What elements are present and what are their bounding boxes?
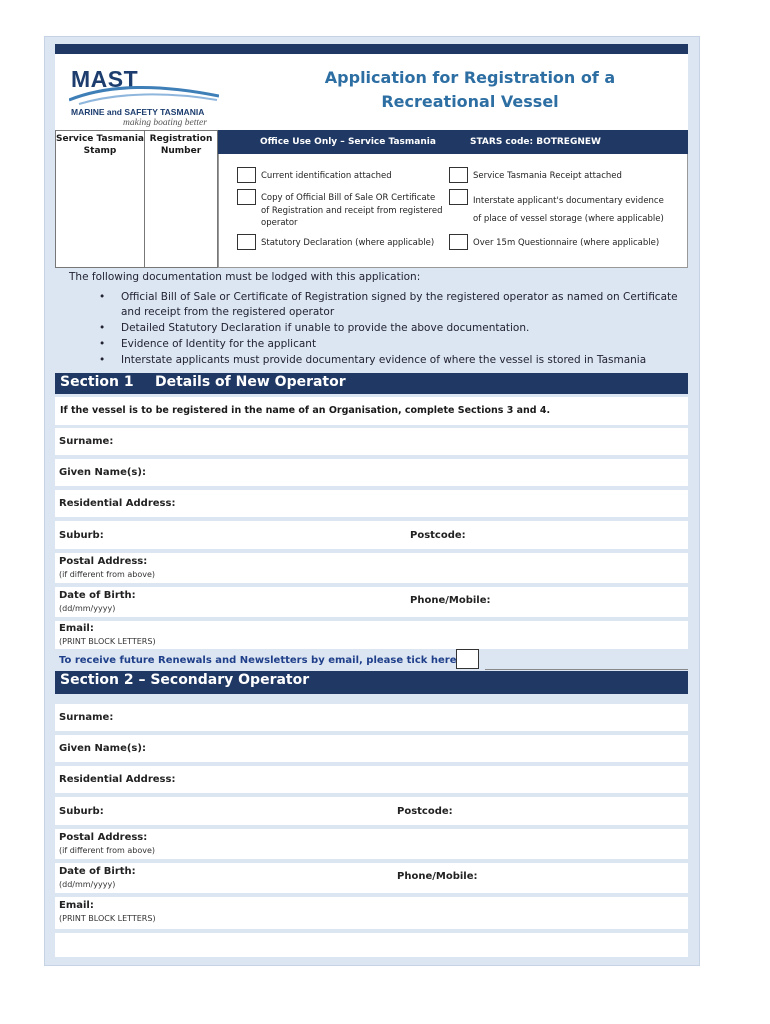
s1-email-hint: (PRINT BLOCK LETTERS) (59, 637, 156, 646)
s2-email-hint: (PRINT BLOCK LETTERS) (59, 914, 156, 923)
s1-postal-address-field[interactable] (55, 553, 688, 583)
s2-postcode-label: Postcode: (397, 806, 453, 817)
reg-label-2: Number (160, 146, 202, 156)
s2-given-names-label: Given Name(s): (59, 743, 146, 754)
checkbox-bill-of-sale[interactable] (237, 189, 256, 205)
section-1-number: Section 1 (60, 374, 134, 390)
office-use-header (218, 130, 688, 154)
s1-surname-field[interactable] (55, 428, 688, 455)
office-use-area (55, 130, 688, 268)
checkbox-statutory-declaration[interactable] (237, 234, 256, 250)
s2-postal-address-label: Postal Address: (59, 832, 148, 843)
s2-dob-hint: (dd/mm/yyyy) (59, 880, 116, 889)
page-title (305, 66, 635, 114)
s1-email-field[interactable] (55, 621, 688, 649)
stars-code: STARS code: BOTREGNEW (470, 137, 601, 147)
s2-phone-label: Phone/Mobile: (397, 871, 478, 882)
title-line-2: Recreational Vessel (381, 92, 559, 111)
s1-email-label: Email: (59, 623, 94, 634)
office-use-label: Office Use Only – Service Tasmania (260, 137, 436, 147)
stamp-column (55, 130, 145, 268)
section-1-title: Details of New Operator (155, 374, 346, 390)
check-label-bill-of-sale: Copy of Official Bill of Sale OR Certificate of Registration and receipt from registered operator (261, 193, 443, 228)
s2-residential-address-label: Residential Address: (59, 774, 176, 785)
s1-dob-field[interactable] (55, 587, 688, 617)
s2-email-label: Email: (59, 900, 94, 911)
s2-residential-address-field[interactable] (55, 766, 688, 793)
s2-extra-field[interactable] (55, 933, 688, 957)
s1-suburb-label: Suburb: (59, 530, 104, 541)
check-label-current-id: Current identification attached (261, 171, 392, 181)
mast-logo (69, 66, 219, 126)
s1-postcode-label: Postcode: (410, 530, 466, 541)
s2-postal-address-field[interactable] (55, 829, 688, 859)
list-item: • Official Bill of Sale or Certificate of Registration signed by the registered operator as named on Certificate and receipt from the registered operator (99, 291, 678, 318)
form-header (55, 54, 688, 130)
s2-surname-label: Surname: (59, 712, 114, 723)
s1-residential-address-field[interactable] (55, 490, 688, 517)
checkbox-over-15m[interactable] (449, 234, 468, 250)
s1-surname-label: Surname: (59, 436, 114, 447)
s1-phone-label: Phone/Mobile: (410, 595, 491, 606)
renewal-divider (485, 669, 688, 670)
s1-postal-address-label: Postal Address: (59, 556, 148, 567)
title-line-1: Application for Registration of a (324, 68, 616, 87)
section-2-title: Section 2 – Secondary Operator (60, 672, 310, 688)
office-checklist (218, 154, 688, 268)
checkbox-interstate-evidence[interactable] (449, 189, 468, 205)
email-renewal-prompt: To receive future Renewals and Newsletters by email, please tick here (59, 655, 457, 666)
s2-email-field[interactable] (55, 897, 688, 929)
logo-tagline: making boating better (123, 118, 207, 128)
s1-suburb-field[interactable] (55, 521, 688, 549)
organisation-note-text: If the vessel is to be registered in the name of an Organisation, complete Sections 3 and 4. (60, 405, 551, 416)
checkbox-receipt[interactable] (449, 167, 468, 183)
s2-postal-address-hint: (if different from above) (59, 846, 156, 855)
s1-given-names-field[interactable] (55, 459, 688, 486)
s2-dob-label: Date of Birth: (59, 866, 136, 877)
s1-residential-address-label: Residential Address: (59, 498, 176, 509)
checkbox-current-id[interactable] (237, 167, 256, 183)
registration-number-column (145, 130, 218, 268)
stamp-label-1: Service Tasmania (56, 134, 144, 144)
wave-icon (69, 80, 219, 106)
list-item: • Evidence of Identity for the applicant (99, 338, 317, 350)
organisation-note (55, 397, 688, 425)
s2-suburb-label: Suburb: (59, 806, 104, 817)
docs-intro: The following documentation must be lodged with this application: (69, 271, 421, 283)
s2-suburb-field[interactable] (55, 797, 688, 825)
s2-dob-field[interactable] (55, 863, 688, 893)
docs-bullets (99, 290, 684, 369)
s1-given-names-label: Given Name(s): (59, 467, 146, 478)
check-label-over-15m: Over 15m Questionnaire (where applicable) (473, 238, 660, 248)
s1-postal-address-hint: (if different from above) (59, 570, 156, 579)
check-label-statutory-declaration: Statutory Declaration (where applicable) (261, 238, 435, 248)
s2-given-names-field[interactable] (55, 735, 688, 762)
logo-text: MAST (71, 66, 139, 92)
top-bar (55, 44, 688, 54)
documentation-list (55, 268, 688, 372)
reg-label-1: Registration (149, 134, 213, 144)
stamp-label-2: Stamp (83, 146, 117, 156)
s2-surname-field[interactable] (55, 704, 688, 731)
s1-dob-hint: (dd/mm/yyyy) (59, 604, 116, 613)
logo-org: MARINE and SAFETY TASMANIA (71, 107, 205, 117)
section-2-header (55, 671, 688, 694)
list-item: • Interstate applicants must provide documentary evidence of where the vessel is stored in Tasmania (99, 354, 647, 366)
list-item: • Detailed Statutory Declaration if unable to provide the above documentation. (99, 322, 530, 334)
email-renewal-checkbox[interactable] (456, 649, 479, 669)
check-label-interstate-evidence: Interstate applicant's documentary evidence of place of vessel storage (where applicable) (473, 196, 664, 224)
check-label-receipt: Service Tasmania Receipt attached (473, 171, 622, 181)
section-1-header (55, 373, 688, 394)
s1-dob-label: Date of Birth: (59, 590, 136, 601)
